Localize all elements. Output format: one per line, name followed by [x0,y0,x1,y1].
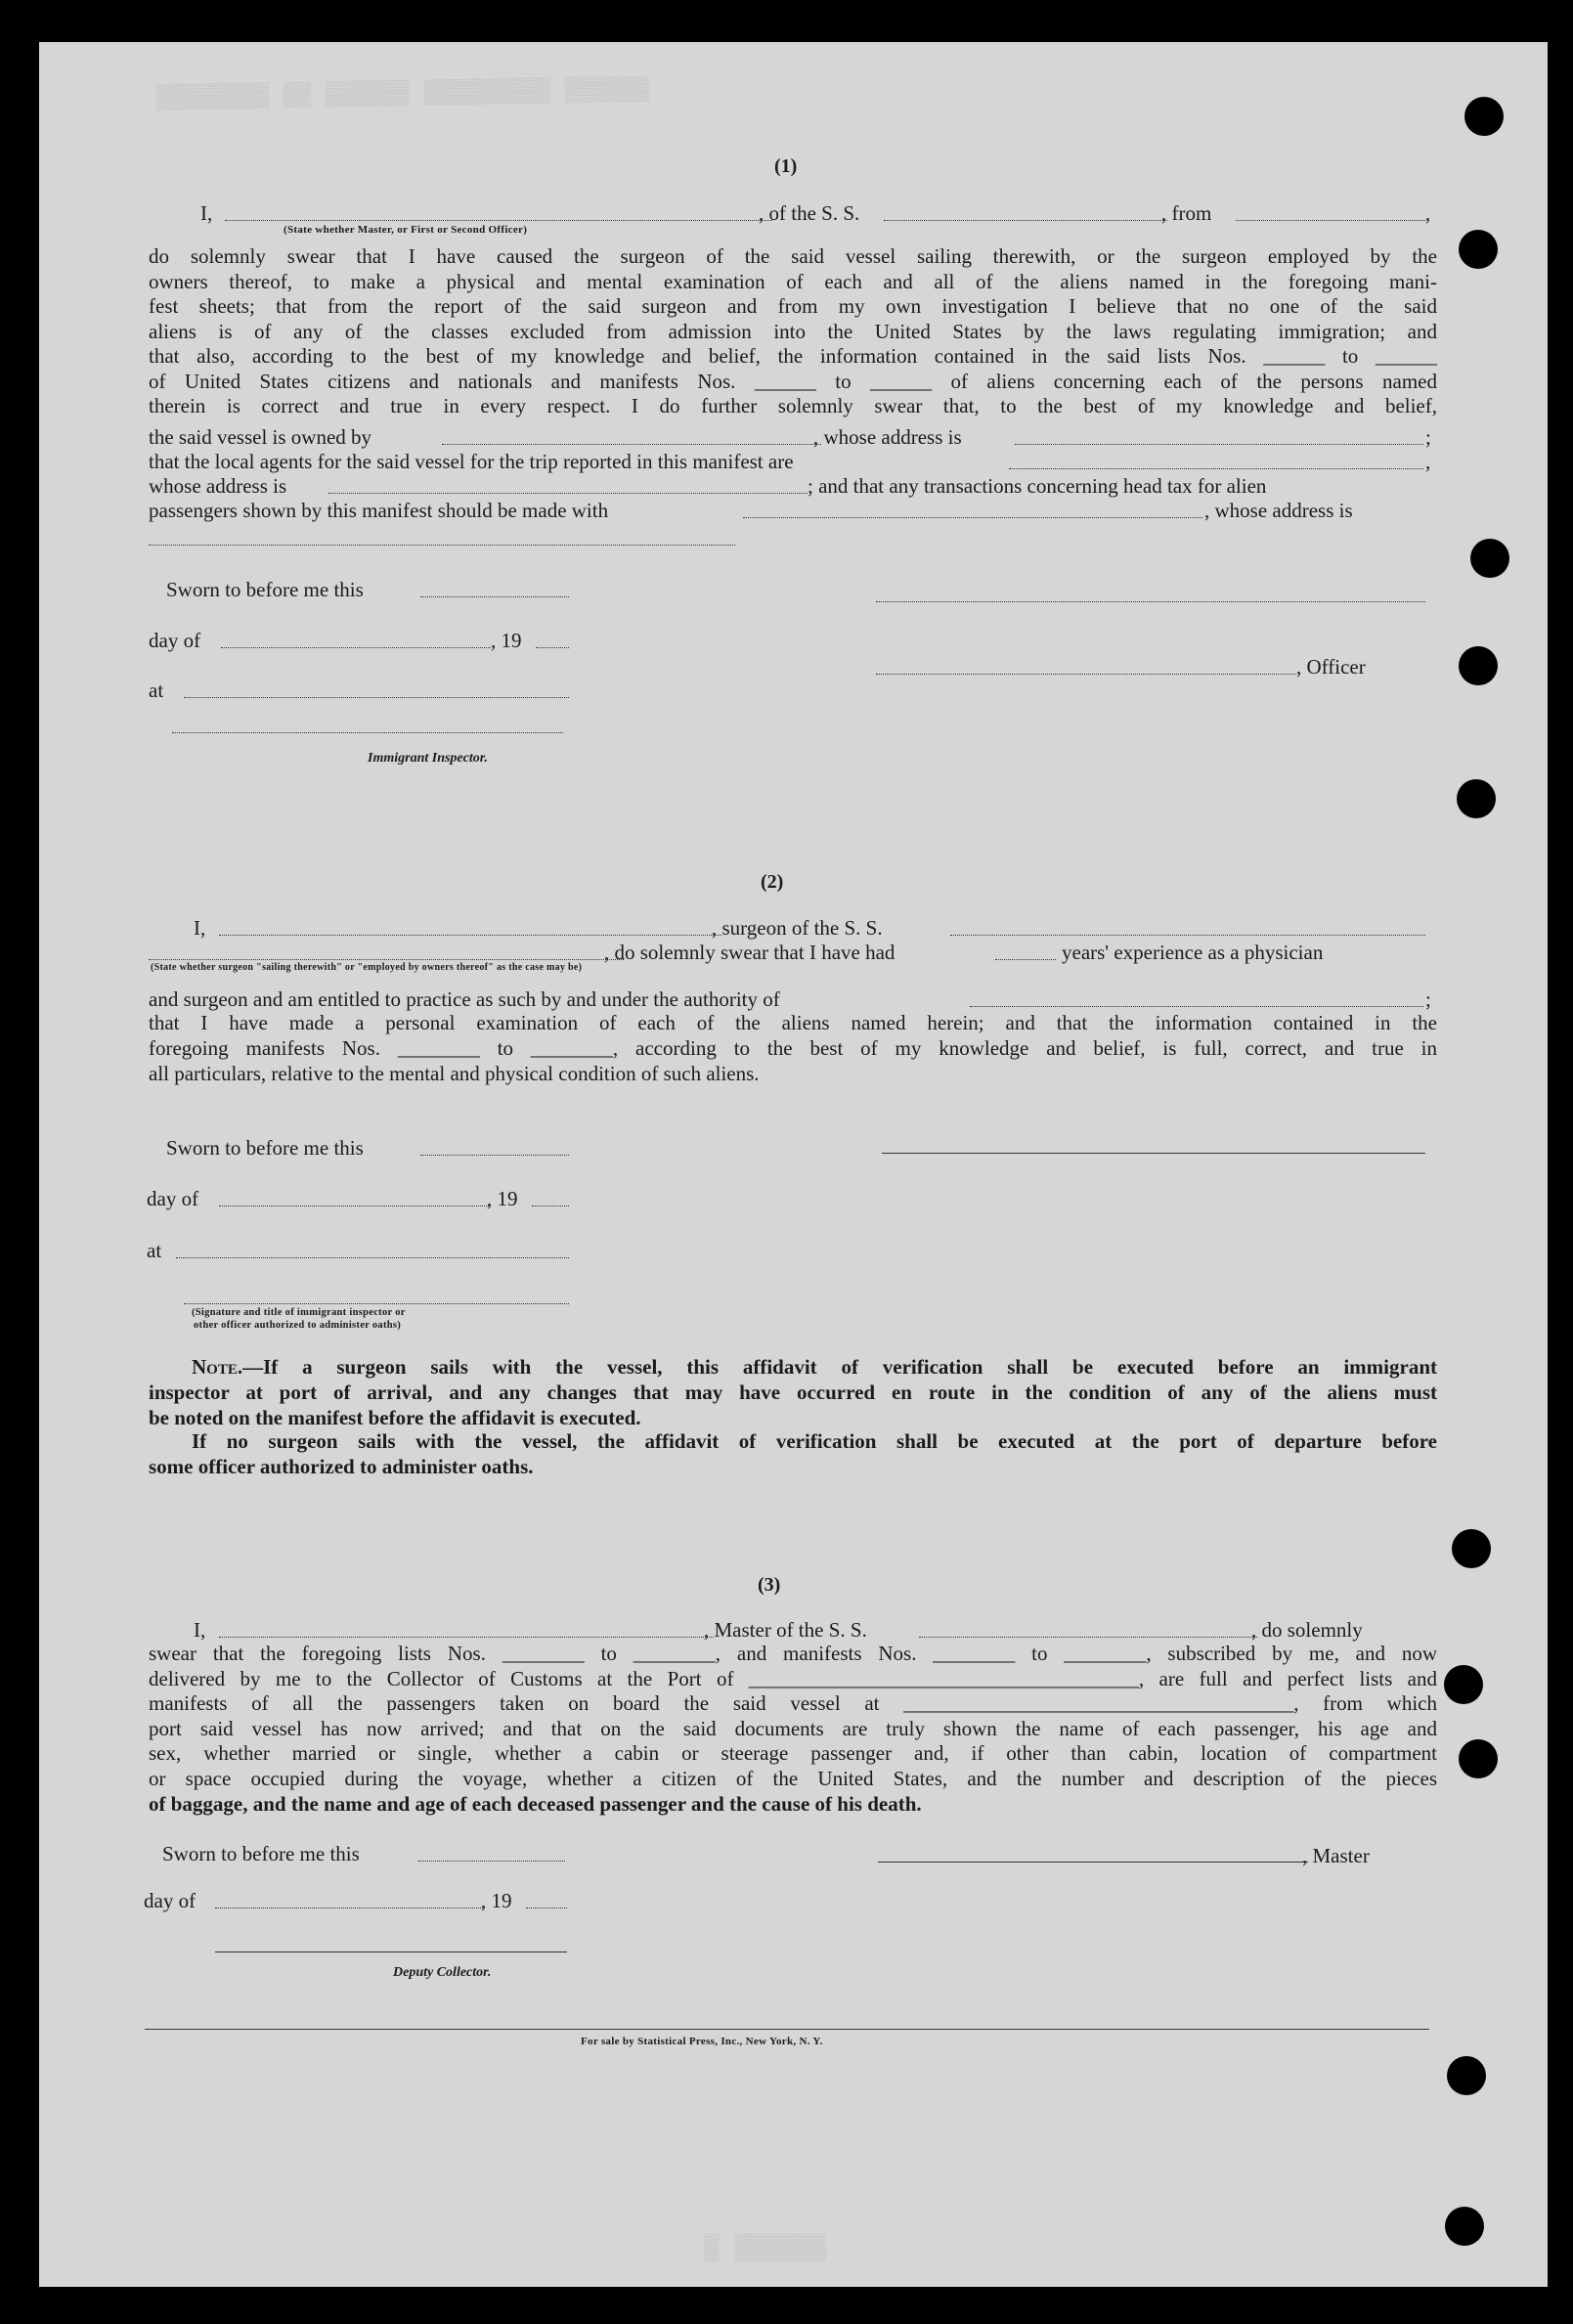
day-field [215,1907,483,1908]
headtax-address-field [149,545,735,546]
footer-rule [145,2029,1429,2030]
sworn-label: Sworn to before me this [166,578,364,601]
surgeon-vessel-field [950,935,1425,936]
inspector-signature-line [172,732,563,733]
collector-caption: Deputy Collector. [393,1965,492,1980]
surgeon-name-field [219,935,721,936]
agents-address-field [328,493,808,494]
section-number: (2) [761,871,784,893]
inspector-signature-line [184,1303,569,1304]
oath-label: I, [200,201,213,225]
printer-footer: For sale by Statistical Press, Inc., New York, N. Y. [581,2036,823,2047]
owner-field [442,444,821,445]
surgeon-signature-line [882,1153,1425,1154]
punch-hole [1459,1739,1498,1778]
years-field [995,959,1056,960]
field-caption: (State whether Master, or First or Second Officer) [284,224,528,236]
vessel-label: , of the S. S. [759,201,860,225]
from-label: , from [1161,201,1212,225]
punch-hole [1452,1529,1491,1568]
owner-address-field [1015,444,1423,445]
collector-signature-line [215,1951,567,1952]
surgeon-status-field [149,959,624,960]
punch-hole [1464,97,1504,136]
master-paragraph: swear that the foregoing lists Nos. ________ to ________, and manifests Nos. ________ to ________, subscribed by me, and now delivered by me to the Collector of Customs at the Port of ______________________________________, are full and perfect lists and manifests of all the passengers taken on board the said vessel at ______________________________________, from which port said vessel has now arrived; and that on the said documents are truly shown the name of each passenger, his age and sex, whether married or single, whether a cabin or steerage passenger and, if other than cabin, location of compartment or space occupied during the voyage, whether a citizen of the United States, and the number and description of the pieces [149,1642,1437,1790]
oath-paragraph: do solemnly swear that I have caused the surgeon of the said vessel sailing therewith, or the surgeon employed by the owners thereof, to make a physical and mental examination of each and all of the aliens named in the foregoing mani- fest sheets; that from the report of the said surgeon and from my own investigation I believe that no one of the said aliens is of any of the classes excluded from admission into the United States by the laws regulating immigration; and that also, according to the best of my knowledge and belief, the information contained in the said lists Nos. ______ to ______ of United States citizens and nationals and manifests Nos. ______ to ______ of aliens concerning each of the persons named therein is correct and true in every respect. I do further solemnly swear that, to the best of my knowledge and belief, [149,244,1437,417]
owner-label: the said vessel is owned by [149,425,372,449]
port-from-field [1236,220,1426,221]
officer-label: , Officer [1296,655,1366,679]
punch-hole [1459,646,1498,685]
master-name-field [219,1637,714,1638]
punch-hole [1470,539,1509,578]
section-number: (3) [758,1574,781,1596]
master-label: , Master [1302,1844,1370,1867]
section-number: (1) [774,155,798,177]
sworn-date-field [420,1155,569,1156]
bleed-through: ▒▒▒▒▒▒ ▒ [704,2232,826,2261]
note-paragraph-2: If no surgeon sails with the vessel, the affidavit of verification shall be executed at the port of departure before [192,1429,1437,1453]
sworn-date-field [420,596,569,597]
vessel-name-field [884,220,1167,221]
document-page: ▒▒▒▒▒▒▒▒ ▒▒ ▒▒▒▒▒▒ ▒▒▒▒▒▒▒▒▒ ▒▒▒▒▒▒ (1) I, , of the S. S. , from , (State whether Master, or First or Second Officer) do solemnly swear that I have caused the surgeon of the said vessel sailing therewith, or the surgeon employed by the owners thereof, to make a physical and mental examination of each and all of the aliens named in the foregoing mani- fest sheets; that from the report of the said surgeon and from my own investigation I believe that no one of the said aliens is of any of the classes excluded from admission into the United States by the laws regulating immigration; and that also, according to the best of my knowledge and belief, the information contained in the said lists Nos. ______ to ______ of United States citizens and nationals and manifests Nos. ______ to ______ of aliens concerning each of the persons named therein is correct and true in every respect. I do further solemnly swear that, to the best of my knowledge and belief, the said vessel is owned by , whose address is ; that the local agents for the said vessel for the trip reported in this manifest are , whose address is ; and that any transactions concerning head tax for alien passengers shown by this manifest should be made with , whose address is Sworn to before me this day of , 19 , Officer at Immigrant Inspector. (2) I, , surgeon of the S. S. , do solemnly swear that I have had years' experience as a physician (State whether surgeon "sailing therewith" or "employed by owners thereof" as the case may be) and surgeon and am entitled to practice as such by and under the authority of ; that I have made a personal examination of each of the aliens named herein; and that the information contained in the foregoing manifests Nos. ________ to ________, according to the best of my knowledge and belief, is full, correct, and true in all particulars, relative to the mental and physical condition of such aliens. Sworn to before me this day of , 19 at (Signature and title of immigrant inspector or other officer authorized to administer oaths) Note.—If a surgeon sails with the vessel, this affidavit of verification shall be executed before an immigrant inspector at port of arrival, and any changes that may have occurred en route in the condition of any of the aliens must be noted on the manifest before the affidavit is executed. If no surgeon sails with the vessel, the affidavit of verification shall be executed at the port of departure before some officer authorized to administer oaths. (3) I, , Master of the S. S. , do solemnly swear that the foregoing lists Nos. ________ to ________, and manifests Nos. ________ to ________, subscribed by me, and now delivered by me to the Collector of Customs at the Port of ______________________________________, are full and perfect lists and manifests of all the passengers taken on board the said vessel at ______________________________________, from which port said vessel has now arrived; and that on the said documents are truly shown the name of each passenger, his age and sex, whether married or single, whether a cabin or steerage passenger and, if other than cabin, location of compartment or space occupied during the voyage, whether a citizen of the United States, and the number and description of the pieces of baggage, and the name and age of each deceased passenger and the cause of his death. Sworn to before me this , Master day of , 19 Deputy Collector. For sale by Statistical Press, Inc., New York, N. Y. ▒▒▒▒▒▒ ▒ [39,42,1548,2287]
note-paragraph: Note.—If a surgeon sails with the vessel, this affidavit of verification shall be executed before an immigrant inspector at port of arrival, and any changes that may have occurred en route in the condition of any of the aliens must [149,1355,1437,1404]
officer-signature-line [876,601,1425,602]
headtax-agent-field [743,517,1202,518]
master-vessel-field [919,1637,1257,1638]
place-field [176,1257,569,1258]
place-field [184,697,569,698]
officer-name-line [876,674,1296,675]
punch-hole [1445,2207,1484,2246]
punch-hole [1447,2056,1486,2095]
year-field [536,647,569,648]
day-field [221,647,491,648]
master-signature-line [878,1862,1308,1863]
punch-hole [1457,779,1496,818]
agents-label: that the local agents for the said vessel for the trip reported in this manifest are [149,450,794,473]
field-caption: (State whether surgeon "sailing therewith" or "employed by owners thereof" as the case may be) [151,962,583,973]
bleed-through: ▒▒▒▒▒▒▒▒ ▒▒ ▒▒▒▒▒▒ ▒▒▒▒▒▒▒▒▒ ▒▒▒▒▒▒ [155,76,650,112]
agents-field [1009,468,1423,469]
authority-field [970,1006,1423,1007]
surgeon-paragraph: that I have made a personal examination of each of the aliens named herein; and that the information contained in the foregoing manifests Nos. ________ to ________, according to the best of my knowledge and belief, is full, correct, and true in [149,1011,1437,1060]
officer-name-field [225,220,772,221]
sworn-date-field [418,1861,565,1862]
punch-hole [1444,1665,1483,1704]
punch-hole [1459,230,1498,269]
year-field [526,1907,567,1908]
inspector-caption: Immigrant Inspector. [368,751,488,766]
